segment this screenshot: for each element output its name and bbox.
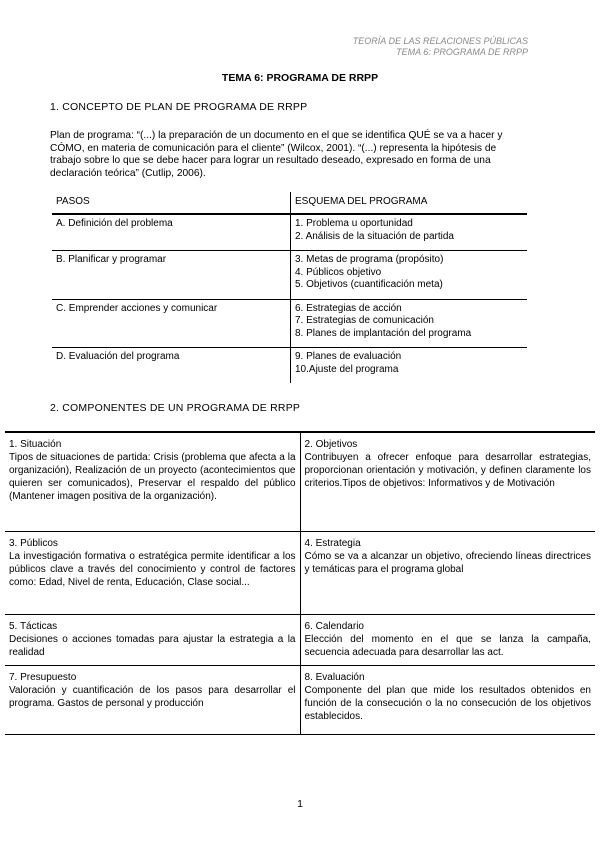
scheme-item: 4. Públicos objetivo [295, 266, 382, 278]
component-cell-situacion [5, 432, 300, 532]
table-row [5, 615, 595, 666]
step-cell: C. Emprender acciones y comunicar [52, 299, 291, 348]
component-body: Componente del plan que mide los resultados obtenidos en función de la consecución o la no consecución de los objetivos establecidos. [304, 685, 591, 722]
component-body: Contribuyen a ofrecer enfoque para desarrollar estrategias, proporcionan orientación y motivación, y definen claramente los criterios.Tipos de objetivos: Informativos y de Motivación [304, 452, 591, 489]
scheme-item: 6. Estrategias de acción [295, 302, 402, 314]
scheme-item: 10.Ajuste del programa [295, 363, 399, 375]
paragraph-line: trabajo sobre lo que se debe hacer para lograr un resultado deseado, expresado en forma de una [50, 155, 491, 166]
running-header-line-1: TEORÍA DE LAS RELACIONES PÚBLICAS [352, 36, 528, 46]
component-body: Valoración y cuantificación de los pasos para desarrollar el programa. Gastos de personal y producción [9, 685, 296, 709]
step-cell: B. Planificar y programar [52, 251, 291, 300]
paragraph-line: declaración teórica” (Cutlip, 2006). [50, 167, 206, 179]
scheme-cell [291, 251, 528, 300]
component-title: 8. Evaluación [304, 672, 365, 683]
table-row [52, 214, 527, 251]
table-row [52, 348, 527, 384]
step-cell: A. Definición del problema [52, 214, 291, 251]
component-cell-presupuesto [5, 666, 300, 735]
scheme-item: 8. Planes de implantación del programa [295, 327, 472, 339]
component-title: 7. Presupuesto [9, 672, 77, 683]
scheme-item: 2. Análisis de la situación de partida [295, 230, 454, 242]
component-body: Tipos de situaciones de partida: Crisis (problema que afecta a la organización), Realización de un proyecto (acontecimientos que quieren ser comunicados), Preservar el respaldo del público (Mantener imagen positiva de la organización). [9, 452, 296, 502]
component-cell-estrategia [300, 532, 595, 615]
component-title: 1. Situación [9, 439, 62, 450]
table-row [5, 532, 595, 615]
table-row [52, 251, 527, 300]
scheme-item: 1. Problema u oportunidad [295, 218, 413, 229]
running-header-line-2: TEMA 6: PROGRAMA DE RRPP [396, 47, 528, 57]
component-cell-publicos [5, 532, 300, 615]
component-body: Decisiones o acciones tomadas para ajustar la estrategia a la realidad [9, 634, 296, 658]
program-steps-table [52, 192, 527, 383]
scheme-cell [291, 214, 528, 251]
component-cell-objetivos [300, 432, 595, 532]
component-cell-calendario [300, 615, 595, 666]
column-header-esquema: ESQUEMA DEL PROGRAMA [295, 196, 428, 207]
column-header-pasos: PASOS [52, 192, 291, 214]
scheme-item: 5. Objetivos (cuantificación meta) [295, 279, 443, 290]
table-row [5, 432, 595, 532]
table-header-row [52, 192, 527, 214]
component-body: La investigación formativa o estratégica permite identificar a los públicos clave a través del conocimiento y control de factores como: Edad, Nivel de renta, Educación, Clase social... [9, 551, 296, 588]
scheme-item: 3. Metas de programa (propósito) [295, 254, 444, 265]
scheme-item: 9. Planes de evaluación [295, 351, 402, 362]
components-table [5, 431, 595, 735]
component-title: 6. Calendario [304, 621, 364, 632]
component-title: 4. Estrategia [304, 538, 361, 549]
scheme-cell [291, 299, 528, 348]
section-2-heading: 2. COMPONENTES DE UN PROGRAMA DE RRPP [50, 402, 301, 414]
paragraph-line: CÓMO, en materia de comunicación para el cliente” (Wilcox, 2001). “(...) representa la hipótesis de [50, 142, 497, 154]
page-number: 1 [297, 798, 303, 810]
component-title: 3. Públicos [9, 538, 58, 549]
component-title: 5. Tácticas [9, 621, 58, 632]
table-row [52, 299, 527, 348]
paragraph-line: Plan de programa: “(...) la preparación de un documento en el que se identifica QUÉ se va a hacer y [50, 130, 503, 141]
section-1-heading: 1. CONCEPTO DE PLAN DE PROGRAMA DE RRPP [50, 101, 308, 113]
component-cell-evaluacion [300, 666, 595, 735]
scheme-item: 7. Estrategias de comunicación [295, 315, 434, 326]
running-header [353, 36, 528, 58]
component-body: Elección del momento en el que se lanza la campaña, secuencia adecuada para desarrollar las act. [304, 634, 591, 658]
scheme-cell [291, 348, 528, 384]
table-row [5, 666, 595, 735]
component-title: 2. Objetivos [304, 439, 358, 450]
page-title: TEMA 6: PROGRAMA DE RRPP [221, 72, 379, 84]
concept-paragraph [50, 130, 550, 180]
component-cell-tacticas [5, 615, 300, 666]
component-body: Cómo se va a alcanzar un objetivo, ofreciendo líneas directrices y temáticas para el programa global [304, 551, 591, 575]
step-cell: D. Evaluación del programa [52, 348, 291, 384]
